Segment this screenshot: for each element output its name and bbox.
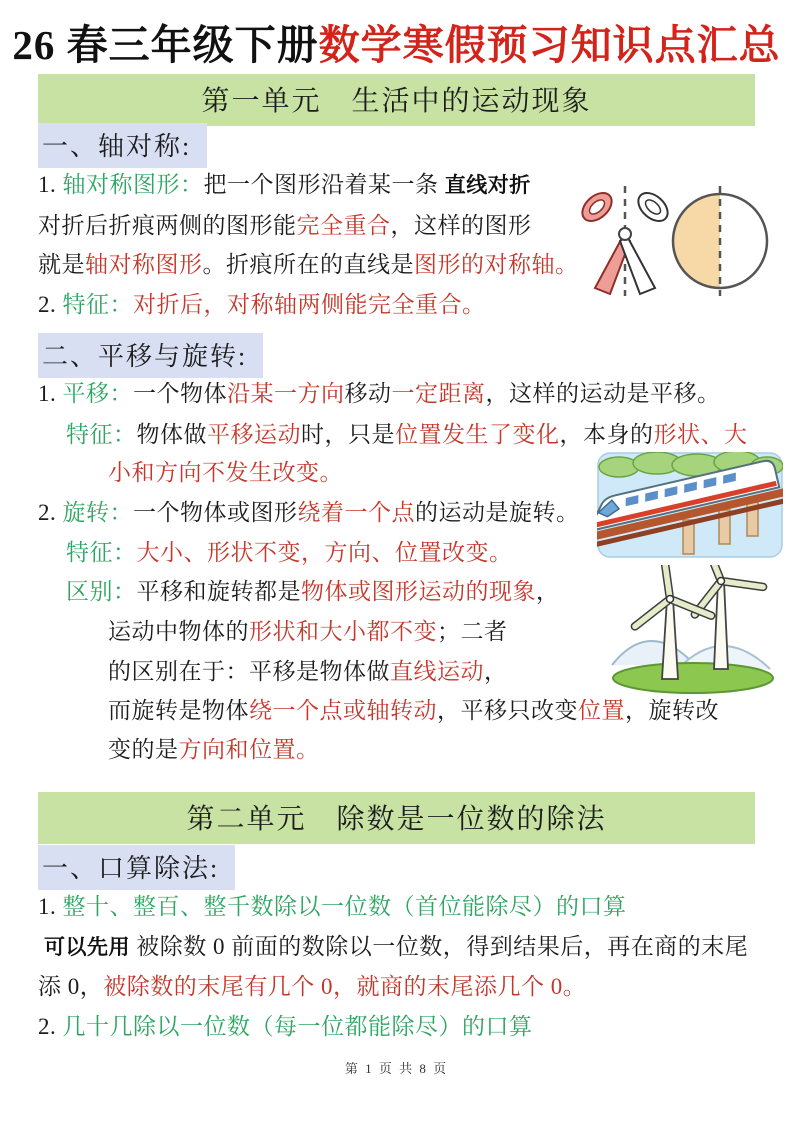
grass bbox=[613, 663, 773, 693]
key-point: 完全重合 bbox=[296, 213, 391, 238]
key-point: 对折后，对称轴两侧能完全重合。 bbox=[133, 292, 486, 317]
unit1-banner: 第一单元 生活中的运动现象 bbox=[38, 74, 755, 126]
line-difference-1 bbox=[66, 577, 560, 607]
line-difference-5 bbox=[108, 735, 320, 765]
line-translation-3 bbox=[108, 458, 343, 488]
wind-turbines-illustration bbox=[600, 565, 786, 697]
key-point: 被除数的末尾有几个 0，就商的末尾添几个 0。 bbox=[103, 974, 587, 999]
list-number: 2. bbox=[38, 292, 63, 317]
key-point: 位置发生了变化 bbox=[395, 422, 560, 447]
body-text: 时，只是 bbox=[301, 422, 395, 447]
body-text: 的运动是旋转。 bbox=[415, 500, 580, 525]
term-label: 平移： bbox=[62, 381, 133, 406]
body-text: 运动中物体的 bbox=[108, 619, 249, 644]
body-text: ，这样的图形 bbox=[390, 213, 532, 238]
list-number: 2. bbox=[38, 1014, 63, 1039]
line-difference-4 bbox=[108, 696, 719, 726]
body-text: ， bbox=[536, 579, 560, 604]
body-text: 一个物体或图形 bbox=[133, 500, 298, 525]
body-text: ，平移只改变 bbox=[437, 698, 578, 723]
section-heading-oral-division: 一、口算除法: bbox=[38, 845, 235, 890]
line-axisym-2 bbox=[38, 211, 532, 241]
list-number: 1. bbox=[38, 894, 63, 919]
page-number: 第 1 页 共 8 页 bbox=[344, 1061, 449, 1076]
body-text: 把一个图形沿着某一条 bbox=[203, 172, 445, 197]
key-point: 沿某一方向 bbox=[227, 381, 345, 406]
key-point: 绕着一个点 bbox=[297, 500, 415, 525]
body-text: 的区别在于：平移是物体做 bbox=[108, 659, 390, 684]
unit2-banner: 第二单元 除数是一位数的除法 bbox=[38, 792, 755, 844]
key-point: 绕一个点或轴转动 bbox=[249, 698, 437, 723]
term-label: 轴对称图形： bbox=[62, 172, 204, 197]
term-label: 特征： bbox=[62, 292, 133, 317]
body-text: ；二者 bbox=[437, 619, 508, 644]
line-division-2 bbox=[44, 932, 748, 962]
body-text: 就是 bbox=[38, 252, 85, 277]
body-text: ，本身的 bbox=[559, 422, 654, 447]
line-difference-2 bbox=[108, 617, 508, 647]
body-text: 一个物体 bbox=[133, 381, 227, 406]
line-division-4 bbox=[38, 1012, 533, 1042]
title-black-part: 26 春三年级下册 bbox=[12, 22, 319, 68]
line-translation-2 bbox=[66, 420, 748, 450]
key-point: 方向和位置。 bbox=[178, 737, 320, 762]
body-text: 添 0， bbox=[38, 974, 104, 999]
title-red-part: 数学寒假预习知识点汇总 bbox=[318, 22, 781, 68]
body-text: 变的是 bbox=[108, 737, 179, 762]
topic-title: 整十、整百、整千数除以一位数（首位能除尽）的口算 bbox=[62, 894, 627, 919]
list-number: 1. bbox=[38, 172, 63, 197]
half-shaded-circle-icon bbox=[673, 186, 767, 296]
key-point: 形状、大 bbox=[653, 422, 748, 447]
body-text: 平移和旋转都是 bbox=[136, 579, 301, 604]
page-title bbox=[0, 12, 793, 71]
list-number: 2. bbox=[38, 500, 63, 525]
line-axisym-3 bbox=[38, 250, 579, 280]
inserted-bold-text: 直线对折 bbox=[444, 174, 531, 197]
line-rotation-1 bbox=[38, 498, 580, 528]
body-text: 。折痕所在的直线是 bbox=[202, 252, 414, 277]
line-difference-3 bbox=[108, 657, 508, 687]
key-point: 形状和大小都不变 bbox=[249, 619, 437, 644]
term-label: 旋转： bbox=[62, 500, 133, 525]
list-number: 1. bbox=[38, 381, 63, 406]
scissors-and-circle-symmetry-illustration bbox=[563, 182, 791, 300]
line-rotation-2 bbox=[66, 538, 513, 568]
body-text: ，这样的运动是平移。 bbox=[485, 381, 721, 406]
section-heading-translation-rotation: 二、平移与旋转: bbox=[38, 333, 263, 378]
key-point: 轴对称图形 bbox=[85, 252, 203, 277]
body-text: 物体做 bbox=[136, 422, 207, 447]
key-point: 图形的对称轴。 bbox=[414, 252, 579, 277]
body-text: 移动 bbox=[344, 381, 392, 406]
body-text: 被除数 0 前面的数除以一位数，得到结果后，再在商的末尾 bbox=[130, 934, 749, 959]
body-text: ，旋转改 bbox=[625, 698, 719, 723]
line-division-1 bbox=[38, 892, 627, 922]
key-point: 平移运动 bbox=[207, 422, 301, 447]
body-text: 对折后折痕两侧的图形能 bbox=[38, 213, 297, 238]
inserted-bold-text: 可以先用 bbox=[44, 936, 130, 959]
key-point: 位置 bbox=[578, 698, 625, 723]
key-point: 直线运动 bbox=[390, 659, 484, 684]
line-axisym-4 bbox=[38, 290, 486, 320]
key-point: 小和方向不发生改变。 bbox=[108, 460, 343, 485]
key-point: 一定距离 bbox=[391, 381, 486, 406]
line-axisym-1 bbox=[38, 170, 531, 200]
key-point: 物体或图形运动的现象 bbox=[301, 579, 536, 604]
line-translation-1 bbox=[38, 379, 721, 409]
key-point: 大小、形状不变，方向、位置改变。 bbox=[136, 540, 513, 565]
term-label: 特征： bbox=[66, 540, 137, 565]
term-label: 区别： bbox=[66, 579, 137, 604]
body-text: ， bbox=[484, 659, 508, 684]
body-text: 而旋转是物体 bbox=[108, 698, 249, 723]
line-division-3 bbox=[38, 972, 586, 1002]
term-label: 特征： bbox=[66, 422, 137, 447]
scissors-icon bbox=[577, 186, 673, 296]
high-speed-train-illustration bbox=[597, 452, 783, 558]
topic-title: 几十几除以一位数（每一位都能除尽）的口算 bbox=[62, 1014, 533, 1039]
section-heading-axial-symmetry: 一、轴对称: bbox=[38, 123, 207, 168]
